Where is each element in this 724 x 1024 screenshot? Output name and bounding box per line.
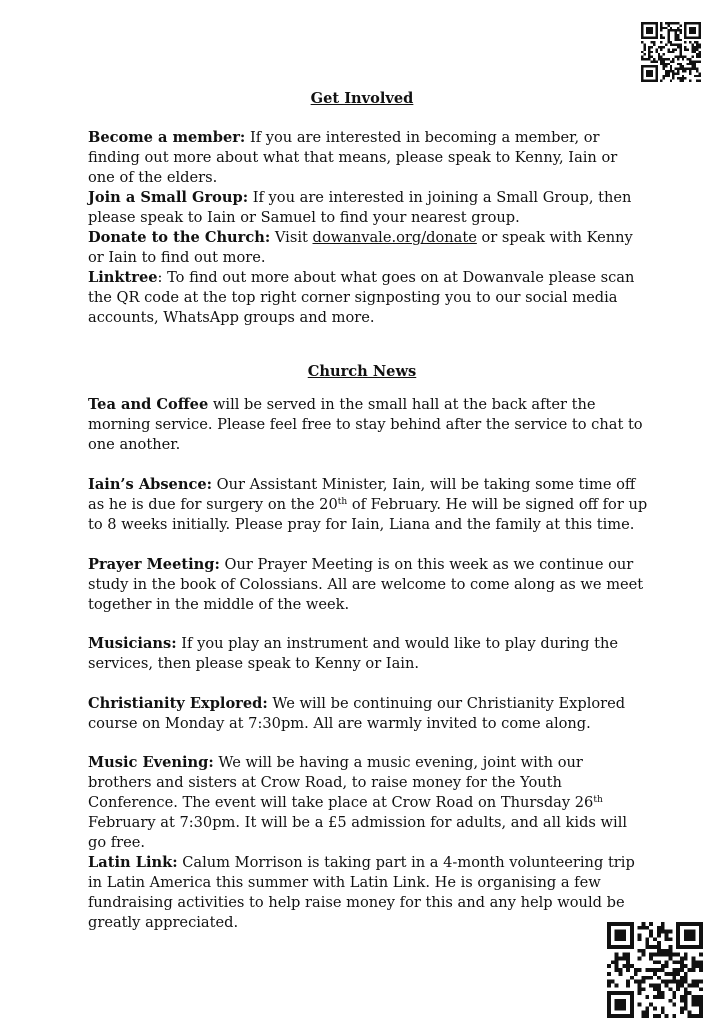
donate-text-pre: Visit <box>270 229 313 246</box>
absence-paragraph <box>88 475 648 535</box>
absence-text-pre: Our Assistant Minister, Iain, will be taking some time off as he is due for surgery on the 20 <box>88 476 636 513</box>
qr-code-icon <box>607 922 703 1018</box>
qr-code-icon <box>641 22 701 82</box>
become-member-text: If you are interested in becoming a member, or finding out more about what that means, please speak to Kenny, Iain or one of the elders. <box>88 129 618 186</box>
tea-coffee-paragraph <box>88 395 648 455</box>
tea-coffee-label: Tea and Coffee <box>88 396 209 413</box>
linktree-paragraph <box>88 268 648 328</box>
donate-link[interactable]: dowanvale.org/donate <box>312 229 477 246</box>
tea-coffee-text: will be served in the small hall at the back after the morning service. Please feel free to stay behind after the service to chat to one another. <box>88 396 643 453</box>
get-involved-heading: Get Involved <box>310 90 414 107</box>
church-news-heading: Church News <box>307 363 417 380</box>
music-evening-paragraph <box>88 753 648 853</box>
linktree-label: Linktree <box>88 269 158 286</box>
donate-text-post: or speak with Kenny or Iain to find out more. <box>88 229 633 266</box>
get-involved-section <box>88 128 648 328</box>
music-evening-text-post: February at 7:30pm. It will be a £5 admission for adults, and all kids will go free. <box>88 814 628 851</box>
christianity-explored-paragraph <box>88 694 648 734</box>
latin-link-paragraph <box>88 853 640 933</box>
absence-ordinal: th <box>337 497 348 507</box>
music-evening-text-pre: We will be having a music evening, joint with our brothers and sisters at Crow Road, to raise money for the Youth Conference. The event will take place at Crow Road on Thursday 26 <box>88 754 594 811</box>
donate-label: Donate to the Church: <box>88 229 271 246</box>
christianity-explored-text: We will be continuing our Christianity Explored course on Monday at 7:30pm. All are warmly invited to come along. <box>88 695 626 732</box>
musicians-label: Musicians: <box>88 635 177 652</box>
prayer-meeting-label: Prayer Meeting: <box>88 556 220 573</box>
become-member-paragraph <box>88 128 648 188</box>
small-group-label: Join a Small Group: <box>88 189 249 206</box>
christianity-explored-label: Christianity Explored: <box>88 695 268 712</box>
latin-link-label: Latin Link: <box>88 854 178 871</box>
music-evening-ordinal: th <box>593 795 603 805</box>
prayer-meeting-text: Our Prayer Meeting is on this week as we continue our study in the book of Colossians. All are welcome to come along as we meet together in the middle of the week. <box>88 556 644 613</box>
absence-text-post: of February. He will be signed off for up to 8 weeks initially. Please pray for Iain, Liana and the family at this time. <box>88 496 648 533</box>
small-group-text: If you are interested in joining a Small Group, then please speak to Iain or Samuel to find your nearest group. <box>88 189 632 226</box>
latin-link-text: Calum Morrison is taking part in a 4-month volunteering trip in Latin America this summer with Latin Link. He is organising a few fundraising activities to help raise money for this and any help would be greatly appreciated. <box>88 854 635 931</box>
musicians-text: If you play an instrument and would like to play during the services, then please speak to Kenny or Iain. <box>88 635 619 672</box>
become-member-label: Become a member: <box>88 129 246 146</box>
small-group-paragraph <box>88 188 648 228</box>
prayer-meeting-paragraph <box>88 555 648 615</box>
absence-label: Iain’s Absence: <box>88 476 213 493</box>
donate-paragraph <box>88 228 648 268</box>
musicians-paragraph <box>88 634 648 674</box>
music-evening-label: Music Evening: <box>88 754 214 771</box>
linktree-text: : To find out more about what goes on at Dowanvale please scan the QR code at the top right corner signposting you to our social media accounts, WhatsApp groups and more. <box>88 269 635 326</box>
